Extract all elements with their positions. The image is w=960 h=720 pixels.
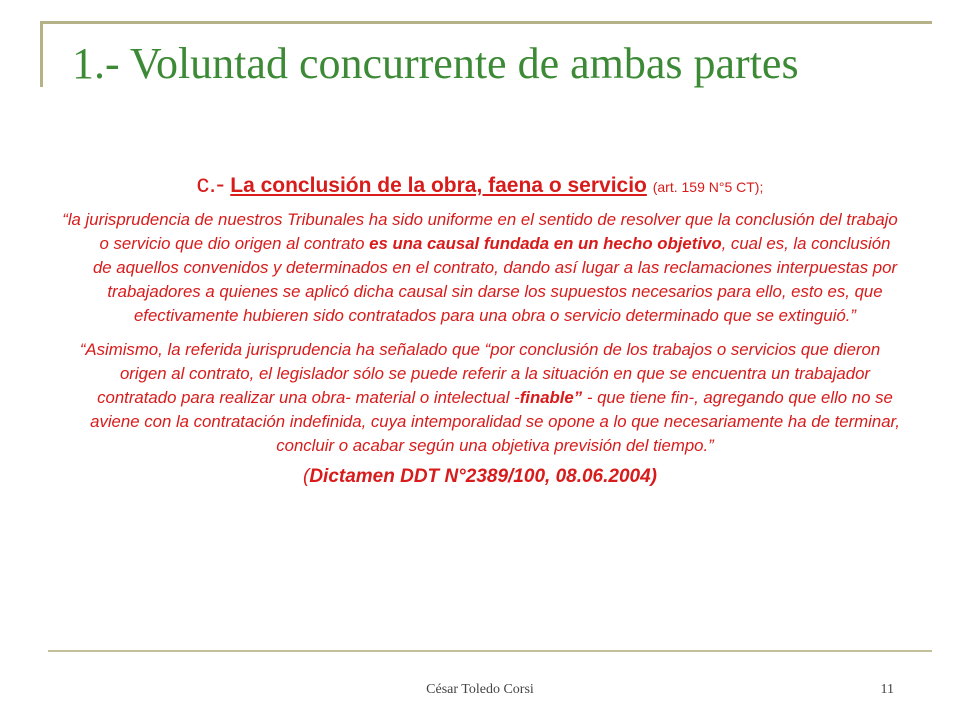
paragraph1-part1: “la jurisprudencia de nuestros Tribunales ha sido uniforme en el sentido de resolver que la conclusión del trabajo o servicio que dio origen al contrato bbox=[62, 210, 898, 253]
subhead-letter: c.- bbox=[196, 170, 225, 198]
paragraph-asimismo bbox=[60, 338, 900, 458]
frame-top-line bbox=[40, 21, 932, 24]
footer-divider bbox=[48, 650, 932, 652]
citation-open-paren: ( bbox=[302, 466, 310, 487]
slide-title: 1.- Voluntad concurrente de ambas partes bbox=[72, 39, 799, 88]
page-number: 11 bbox=[880, 682, 894, 697]
paragraph1-part2: , cual es, la conclusión de aquellos convenidos y determinados en el contrato, dando así lugar a las reclamaciones interpuestas por trabajadores a quienes se aplicó dicha causal sin darse los supuestos necesarios para ello, esto es, que efectivamente hubieren sido contratados para una obra o servicio determinado que se extinguió.” bbox=[92, 234, 898, 325]
citation bbox=[60, 466, 900, 488]
subhead-heading: La conclusión de la obra, faena o servicio bbox=[230, 174, 647, 197]
citation-text: Dictamen DDT N°2389/100, 08.06.2004) bbox=[309, 466, 657, 487]
subhead-reference: (art. 159 N°5 CT); bbox=[652, 179, 764, 195]
paragraph-jurisprudence bbox=[60, 208, 900, 328]
frame-left-line bbox=[40, 21, 43, 87]
slide-content bbox=[60, 170, 900, 488]
footer-author: César Toledo Corsi bbox=[426, 682, 534, 697]
paragraph2-bold: finable” bbox=[519, 388, 583, 407]
paragraph2-part2: - que tiene fin-, agregando que ello no se aviene con la contratación indefinida, cuya intemporalidad se opone a lo que necesariamente ha de terminar, concluir o acabar según una objetiva previsión del tiempo.” bbox=[90, 388, 900, 455]
paragraph2-part1: “Asimismo, la referida jurisprudencia ha señalado que “por conclusión de los trabajos o servicios que dieron origen al contrato, el legislador sólo se puede referir a la situación en que se encuentra un trabajador contratado para realizar una obra- material o intelectual - bbox=[79, 340, 881, 407]
paragraph1-bold: es una causal fundada en un hecho objetivo bbox=[369, 234, 722, 253]
section-subhead bbox=[60, 170, 900, 199]
